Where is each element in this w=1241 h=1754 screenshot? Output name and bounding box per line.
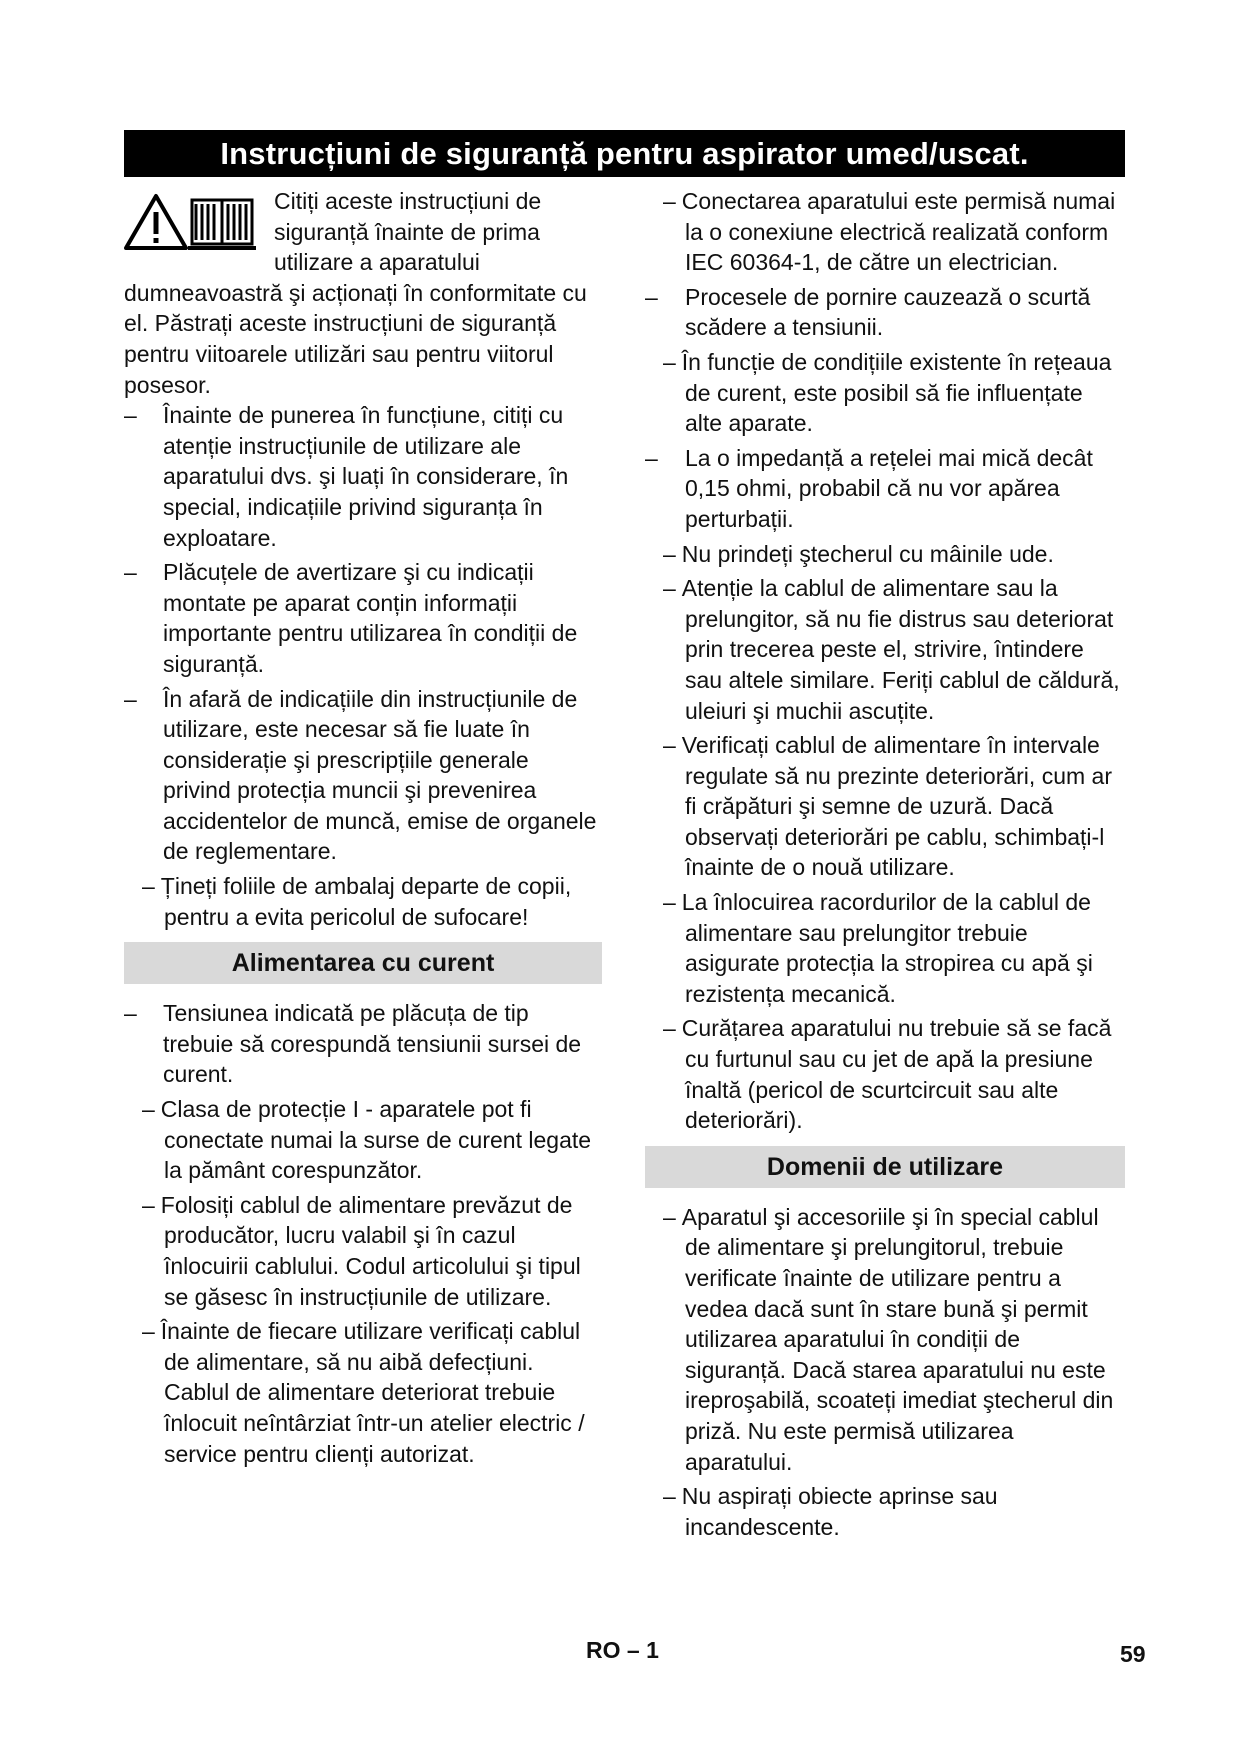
left-column xyxy=(124,186,602,1473)
list-item: – Conectarea aparatului este permisă numai la o conexiune electrică realizată conform IEC 60364-1, de către un electrician. xyxy=(663,188,1116,276)
page-number: 59 xyxy=(1120,1641,1146,1667)
section-heading-power: Alimentarea cu curent xyxy=(124,942,602,984)
electrical-safety-list xyxy=(645,186,1125,1136)
intro-text: Citiți aceste instrucțiuni de siguranță înainte de prima utilizare a aparatului dumneavoastră şi acționați în conformitate cu el. Păstrați aceste instrucțiuni de siguranță pentru viitoarele utilizări sau pentru viitorul posesor. xyxy=(124,188,587,398)
list-item: – Nu prindeți ştecherul cu mâinile ude. xyxy=(663,540,1054,567)
list-item: – Înainte de fiecare utilizare verificați cablul de alimentare, să nu aibă defecțiuni. Cablul de alimentare deteriorat trebuie înlocuit neîntârziat într-un atelier electric / service pentru clienți autorizat. xyxy=(142,1318,585,1467)
list-item: – Înainte de punerea în funcțiune, citiți cu atenție instrucțiunile de utilizare ale aparatului dvs. şi luați în considerare, în special, indicațiile privind siguranța în exploatare. xyxy=(124,402,569,551)
list-item: – Clasa de protecție I - aparatele pot fi conectate numai la surse de curent legate la pământ corespunzător. xyxy=(142,1096,592,1184)
list-item: – Nu aspirați obiecte aprinse sau incandescente. xyxy=(663,1483,998,1540)
right-column xyxy=(645,186,1125,1546)
intro-block xyxy=(124,186,602,400)
list-item: – În afară de indicațiile din instrucțiunile de utilizare, este necesar să fie luate în considerație şi prescripțiile generale privind protecția muncii şi prevenirea accidentelor de muncă, emise de organele de reglementare. xyxy=(124,685,597,865)
safety-icons xyxy=(124,192,262,252)
list-item: – La înlocuirea racordurilor de la cablul de alimentare sau prelungitor trebuie asigurate protecția la stropirea cu apă şi rezistența mecanică. xyxy=(663,889,1093,1007)
list-item: – Procesele de pornire cauzează o scurtă scădere a tensiunii. xyxy=(645,283,1091,341)
list-item: – Plăcuțele de avertizare şi cu indicații montate pe aparat conțin informații importante pentru utilizarea în condiții de siguranță. xyxy=(124,559,578,677)
list-item: – La o impedanță a rețelei mai mică decât 0,15 ohmi, probabil că nu vor apărea perturbații. xyxy=(645,444,1093,532)
list-item: – Țineți foliile de ambalaj departe de copii, pentru a evita pericolul de sufocare! xyxy=(142,873,572,930)
usage-list xyxy=(645,1202,1125,1543)
manual-book-icon xyxy=(188,200,256,248)
power-supply-list xyxy=(124,998,602,1469)
list-item: – În funcție de condițiile existente în rețeaua de curent, este posibil să fie influențate alte aparate. xyxy=(663,348,1112,437)
list-item: – Curățarea aparatului nu trebuie să se facă cu furtunul sau cu jet de apă la presiune înaltă (pericol de scurtcircuit sau alte deteriorări). xyxy=(663,1015,1112,1134)
list-item: – Atenție la cablul de alimentare sau la prelungitor, să nu fie distrus sau deteriorat prin trecerea peste el, strivire, întindere sau altele similare. Feriți cablul de căldură, uleiuri şi muchii ascuțite. xyxy=(663,575,1120,724)
page-title: Instrucțiuni de siguranță pentru aspirator umed/uscat. xyxy=(124,130,1125,177)
section-page-code: RO – 1 xyxy=(586,1637,659,1663)
section-heading-use: Domenii de utilizare xyxy=(645,1146,1125,1188)
general-safety-list xyxy=(124,400,602,932)
list-item: – Aparatul şi accesoriile şi în special cablul de alimentare şi prelungitorul, trebuie verificate înainte de utilizare pentru a vedea dacă sunt în stare bună şi permit utilizarea aparatului în condiții de siguranță. Dacă starea aparatului nu este ireproşabilă, scoateți imediat ştecherul din priză. Nu este permisă utilizarea aparatului. xyxy=(663,1203,1114,1475)
list-item: – Tensiunea indicată pe plăcuța de tip trebuie să corespundă tensiunii sursei de curent. xyxy=(124,1000,582,1088)
list-item: – Folosiți cablul de alimentare prevăzut de producător, lucru valabil şi în cazul înlocuirii cablului. Codul articolului şi tipul se găsesc în instrucțiunile de utilizare. xyxy=(142,1191,581,1310)
list-item: – Verificați cablul de alimentare în intervale regulate să nu prezinte deteriorări, cum ar fi crăpături şi semne de uzură. Dacă observați deteriorări pe cablu, schimbați-l înainte de o nouă utilizare. xyxy=(663,732,1112,881)
warning-triangle-icon xyxy=(126,196,186,248)
